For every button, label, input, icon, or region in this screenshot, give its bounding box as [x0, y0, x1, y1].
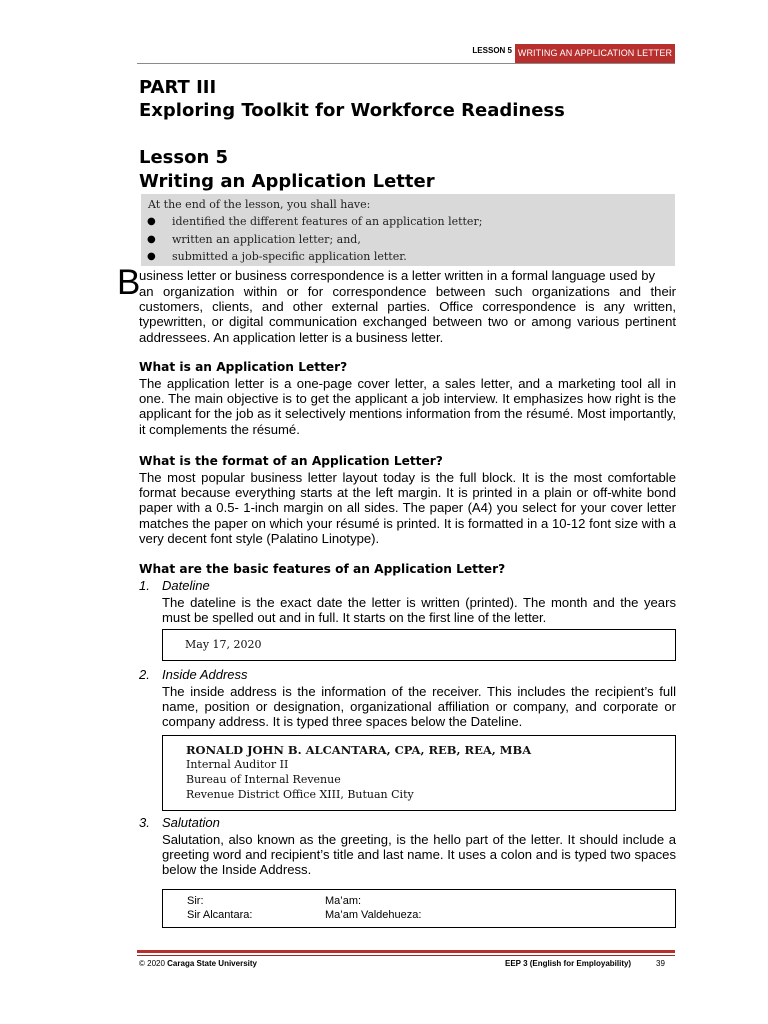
bullet-icon: ● [147, 234, 156, 245]
feature-body-dateline: The dateline is the exact date the letter is written (printed). The month and the years must be spelled out and in full. It starts on the first line of the letter. [162, 595, 676, 626]
feature-name-dateline: Dateline [162, 578, 210, 593]
salutation-example: Sir: [187, 895, 204, 907]
salutation-example: Ma’am Valdehueza: [325, 909, 422, 921]
objective-item: written an application letter; and, [172, 233, 361, 246]
dateline-example-text: May 17, 2020 [185, 638, 262, 651]
bullet-icon: ● [147, 216, 156, 227]
salutation-example-box [162, 889, 676, 928]
lesson-label: Lesson 5 [139, 147, 229, 168]
footer-copyright [139, 959, 257, 968]
bullet-icon: ● [147, 251, 156, 262]
footer-rule [137, 955, 675, 956]
header-lesson-label: LESSON 5 [472, 46, 512, 55]
lesson-title: Writing an Application Letter [139, 171, 435, 192]
address-recipient-name: RONALD JOHN B. ALCANTARA, CPA, REB, REA, MBA [186, 743, 532, 757]
footer-university: Caraga State University [167, 959, 257, 968]
drop-cap: B [117, 263, 141, 302]
footer-rule [137, 950, 675, 953]
feature-name-salutation: Salutation [162, 815, 220, 830]
feature-body-inside-address: The inside address is the information of the receiver. This includes the recipient’s full name, position or designation, organizational affiliation or company, and corporate or company address. It is typed three spaces below the Dateline. [162, 684, 676, 730]
page-number: 39 [656, 959, 665, 968]
objective-item: submitted a job-specific application letter. [172, 250, 407, 263]
address-line: Revenue District Office XIII, Butuan City [186, 788, 414, 801]
footer-course: EEP 3 (English for Employability) [505, 959, 632, 968]
feature-body-salutation: Salutation, also known as the greeting, is the hello part of the letter. It should include a greeting word and recipient’s title and last name. It uses a colon and is typed two spaces below the Inside Address. [162, 832, 676, 878]
objectives-intro: At the end of the lesson, you shall have: [148, 198, 371, 211]
section-body-what-is: The application letter is a one-page cover letter, a sales letter, and a marketing tool all in one. The main objective is to get the applicant a job interview. It emphasizes how right is the applicant for the job as it selectively mentions information from the résumé. Most importantly, it complements the résumé. [139, 376, 676, 437]
objective-item: identified the different features of an application letter; [172, 215, 483, 228]
intro-first-line: usiness letter or business correspondence is a letter written in a formal language used by [139, 268, 656, 283]
inside-address-example-box [162, 735, 676, 811]
part-label: PART III [139, 77, 217, 98]
intro-paragraph: an organization within or for correspondence between such organizations and their customers, clients, and other external parties. Office correspondence is any written, typewritten, or digital communication exchanged between two or among various pertinent addressees. An application letter is a business letter. [139, 284, 676, 345]
section-heading-format: What is the format of an Application Letter? [139, 454, 443, 468]
section-body-format: The most popular business letter layout today is the full block. It is the most comfortable format because everything starts at the left margin. It is printed in a plain or off-white bond paper with a 0.5- 1-inch margin on all sides. The paper (A4) you select for your cover letter matches the paper on which your résumé is printed. It is formatted in a 10-12 font size with a very decent font style (Palatino Linotype). [139, 470, 676, 546]
copyright-symbol: © 2020 [139, 959, 165, 968]
feature-number: 3. [139, 815, 150, 830]
salutation-example: Sir Alcantara: [187, 909, 253, 921]
address-line: Bureau of Internal Revenue [186, 773, 341, 786]
feature-number: 2. [139, 667, 150, 682]
address-line: Internal Auditor II [186, 758, 289, 771]
section-heading-features: What are the basic features of an Application Letter? [139, 562, 506, 576]
part-title: Exploring Toolkit for Workforce Readiness [139, 100, 565, 121]
feature-name-inside-address: Inside Address [162, 667, 248, 682]
salutation-example: Ma’am: [325, 895, 362, 907]
section-heading-what-is: What is an Application Letter? [139, 360, 348, 374]
header-lesson-title-badge: WRITING AN APPLICATION LETTER [515, 44, 675, 63]
header-rule [137, 63, 675, 64]
dateline-example-box [162, 629, 676, 661]
feature-number: 1. [139, 578, 150, 593]
